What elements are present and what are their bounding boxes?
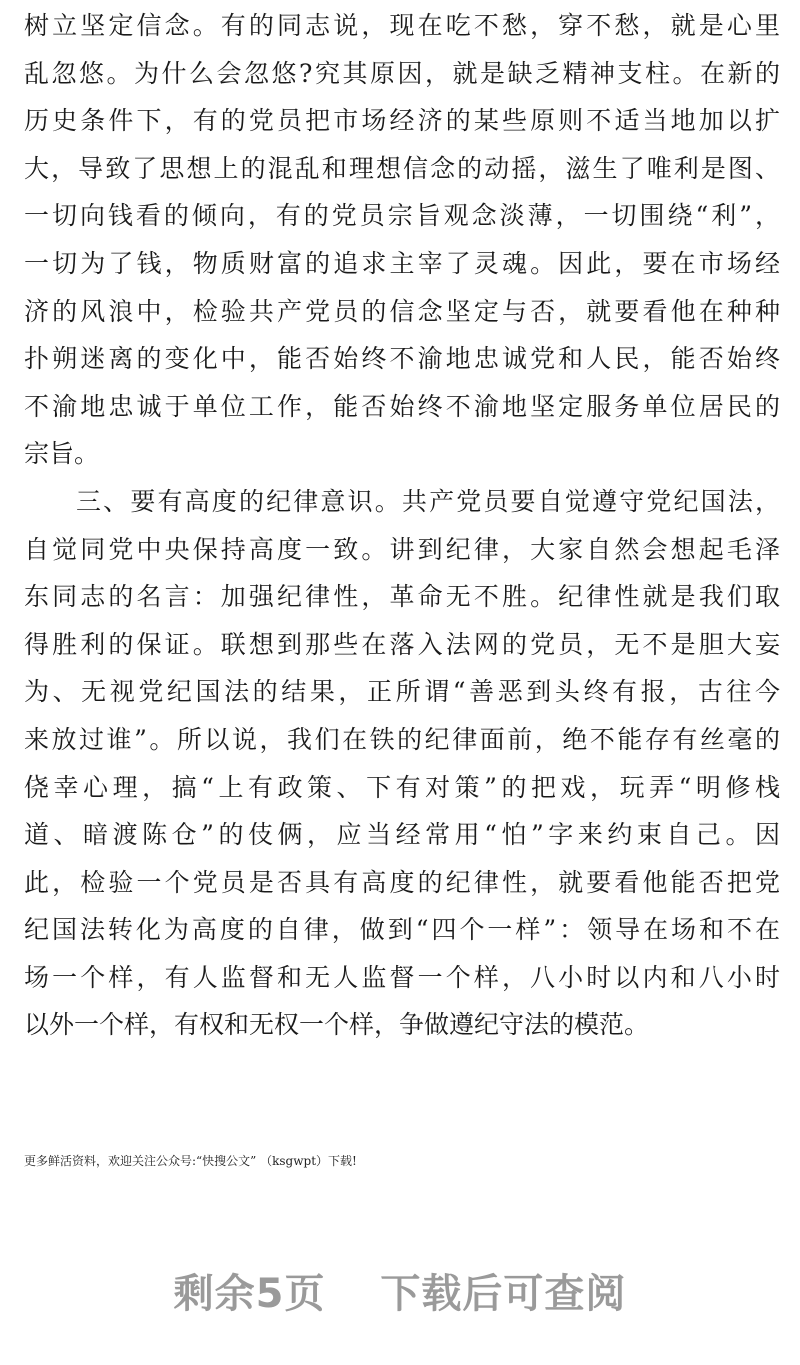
text-line: 宗旨。 bbox=[24, 439, 100, 469]
text-line: 大，导致了思想上的混乱和理想信念的动摇，滋生了唯利是图、 bbox=[24, 153, 780, 183]
text-line: 来放过谁”。所以说，我们在铁的纪律面前，绝不能存有丝毫的 bbox=[24, 724, 780, 754]
text-line: 东同志的名言：加强纪律性，革命无不胜。纪律性就是我们取 bbox=[24, 582, 780, 612]
text-line: 树立坚定信念。有的同志说，现在吃不愁，穿不愁，就是心里 bbox=[24, 11, 780, 40]
text-line: 三、要有高度的纪律意识。共产党员要自觉遵守党纪国法， bbox=[76, 486, 780, 516]
text-line: 乱忽悠。为什么会忽悠?究其原因，就是缺乏精神支柱。在新的 bbox=[24, 58, 780, 88]
text-line: 侥幸心理，搞“上有政策、下有对策”的把戏，玩弄“明修栈 bbox=[24, 772, 780, 802]
text-line: 以外一个样，有权和无权一个样，争做遵纪守法的模范。 bbox=[24, 1010, 650, 1040]
text-line: 得胜利的保证。联想到那些在落入法网的党员，无不是胆大妄 bbox=[24, 629, 780, 659]
text-line: 场一个样，有人监督和无人监督一个样，八小时以内和八小时 bbox=[24, 962, 780, 992]
text-line: 济的风浪中，检验共产党员的信念坚定与否，就要看他在种种 bbox=[24, 296, 780, 326]
text-line: 为、无视党纪国法的结果，正所谓“善恶到头终有报，古往今 bbox=[24, 677, 780, 707]
text-line: 历史条件下，有的党员把市场经济的某些原则不适当地加以扩 bbox=[24, 106, 780, 136]
document-body bbox=[24, 2, 780, 1049]
text-line: 纪国法转化为高度的自律，做到“四个一样”：领导在场和不在 bbox=[24, 915, 780, 945]
text-line: 自觉同党中央保持高度一致。讲到纪律，大家自然会想起毛泽 bbox=[24, 534, 780, 564]
download-banner[interactable] bbox=[0, 1262, 800, 1319]
text-line: 一切为了钱，物质财富的追求主宰了灵魂。因此，要在市场经 bbox=[24, 248, 780, 278]
footer-note: 更多鲜活资料，欢迎关注公众号:“快搜公文” （ksgwpt）下载! bbox=[24, 1154, 357, 1168]
text-line: 扑朔迷离的变化中，能否始终不渝地忠诚党和人民，能否始终 bbox=[24, 344, 780, 374]
download-prompt-label[interactable]: 下载后可查阅 bbox=[380, 1271, 627, 1317]
text-line: 不渝地忠诚于单位工作，能否始终不渝地坚定服务单位居民的 bbox=[24, 391, 780, 421]
text-line: 此，检验一个党员是否具有高度的纪律性，就要看他能否把党 bbox=[24, 867, 780, 897]
text-line: 一切向钱看的倾向，有的党员宗旨观念淡薄，一切围绕“利”， bbox=[24, 201, 780, 231]
remaining-pages-label: 剩余5页 bbox=[173, 1271, 326, 1317]
text-line: 道、暗渡陈仓”的伎俩，应当经常用“怕”字来约束自己。因 bbox=[24, 820, 780, 850]
